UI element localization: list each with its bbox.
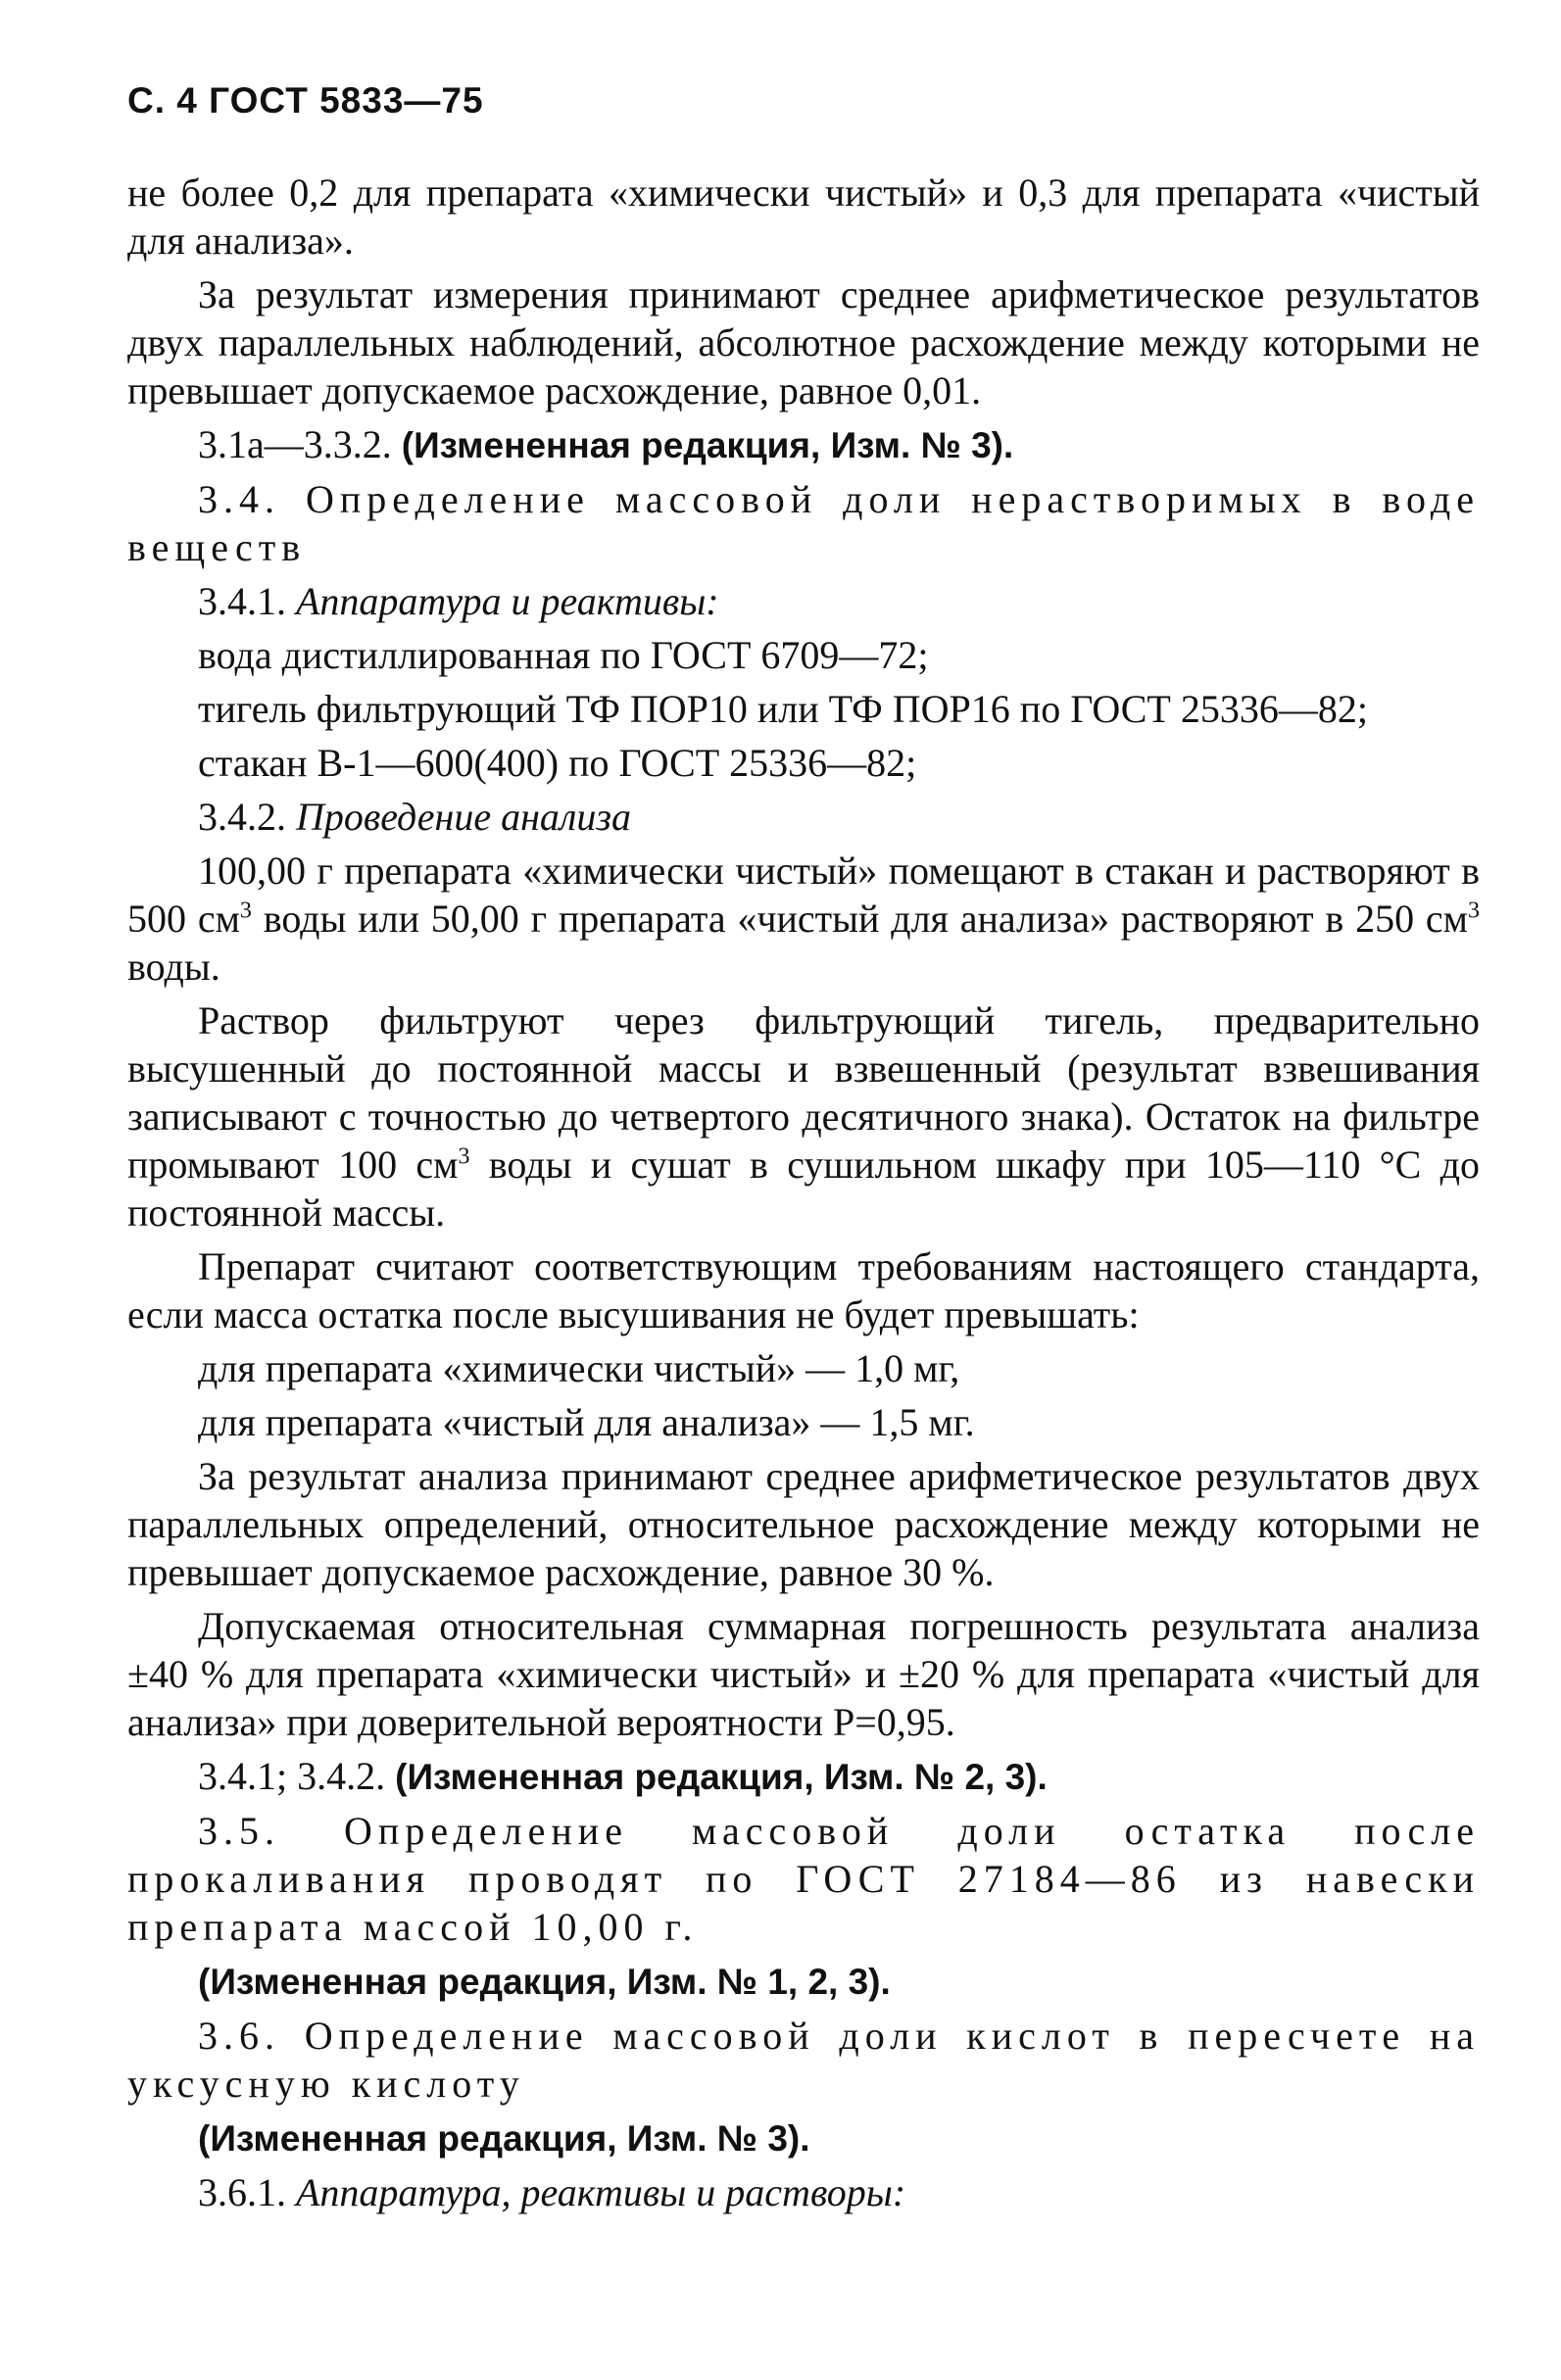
paragraph-measurement-result: За результат измерения принимают среднее арифметическое результатов двух параллельных наблюдений, абсолютное расхождение между которыми не превышает допускаемое расхождение, равное 0,01. [127,272,1480,413]
paragraph-analysis-result: За результат анализа принимают среднее арифметическое результатов двух параллельных определений, относительное расхождение между которыми не превышает допускаемое расхождение, равное 30 %. [127,1454,1480,1594]
edit-note: (Измененная редакция, Изм. № 1, 2, 3). [198,1962,891,2002]
paragraph-edit-note-3-6 [127,2113,1480,2162]
list-item-analysis-pure: для препарата «чистый для анализа» — 1,5 мг. [198,1400,975,1444]
list-item-chemically-pure: для препарата «химически чистый» — 1,0 мг, [198,1346,960,1390]
paragraph-continuation: не более 0,2 для препарата «химически чистый» и 0,3 для препарата «чистый для анализа». [127,170,1480,263]
list-item-water: вода дистиллированная по ГОСТ 6709—72; [198,633,929,677]
superscript: 3 [1468,898,1480,924]
text-run: воды. [127,945,220,989]
clause-number: 3.4.2. [198,795,286,839]
subsection-3-4-1 [127,577,1480,625]
paragraph-edit-note-3-4 [127,1752,1480,1801]
paragraph-error: Допускаемая относительная суммарная погрешность результата анализа ±40 % для препарата «химически чистый» и ±20 % для препарата «чистый для анализа» при доверительной вероятности Р=0,95. [127,1604,1480,1744]
superscript: 3 [458,1143,470,1170]
subsection-3-6-1 [127,2168,1480,2216]
list-item-beaker: стакан В-1—600(400) по ГОСТ 25336—82; [198,741,917,785]
clause-number: 3.6.1. [198,2170,286,2214]
paragraph-filtration [127,996,1480,1237]
text-run: 100,00 г препарата «химически чистый» помещают в стакан и растворяют в 500 см [127,849,1480,941]
page-header: С. 4 ГОСТ 5833—75 [127,80,484,121]
edit-note: (Измененная редакция, Изм. № 3). [198,2118,810,2159]
text-run: Раствор фильтруют через фильтрующий тигель, предварительно высушенный до постоянной массы и взвешенный (результат взвешивания записывают с точностью до четвертого десятичного знака). Остаток на фильтре промывают 100 см [127,998,1480,1187]
paragraph-dissolution [127,847,1480,991]
section-heading-3-5: 3.5. Определение массовой доли остатка после прокаливания проводят по ГОСТ 27184—86 из навески препарата массой 10,00 г. [127,1809,1480,1949]
clause-number: 3.1а—3.3.2. [198,422,392,466]
paragraph-edit-note-3-1a [127,420,1480,469]
subsection-title: Аппаратура, реактивы и растворы: [296,2170,906,2214]
document-body [127,169,1480,2222]
section-heading-3-4: 3.4. Определение массовой доли нерастворимых в воде веществ [127,477,1480,569]
clause-number: 3.4.1. [198,579,286,623]
text-run: воды и сушат в сушильном шкафу при 105—110 °С до постоянной массы. [127,1142,1480,1235]
text-run: воды или 50,00 г препарата «чистый для анализа» растворяют в 250 см [251,897,1468,941]
subsection-title: Аппаратура и реактивы: [296,579,719,623]
edit-note: (Измененная редакция, Изм. № 2, 3). [395,1757,1048,1797]
list-item-crucible: тигель фильтрующий ТФ ПОР10 или ТФ ПОР16 по ГОСТ 25336—82; [198,687,1368,731]
paragraph-requirements: Препарат считают соответствующим требованиям настоящего стандарта, если масса остатка после высушивания не будет превышать: [127,1244,1480,1336]
paragraph-edit-note-3-5 [127,1957,1480,2006]
subsection-3-4-2 [127,793,1480,841]
superscript: 3 [239,898,252,924]
subsection-title: Проведение анализа [296,795,631,839]
edit-note: (Измененная редакция, Изм. № 3). [401,425,1014,465]
section-heading-3-6: 3.6. Определение массовой доли кислот в пересчете на уксусную кислоту [127,2014,1480,2106]
clause-number: 3.4.1; 3.4.2. [198,1754,386,1798]
